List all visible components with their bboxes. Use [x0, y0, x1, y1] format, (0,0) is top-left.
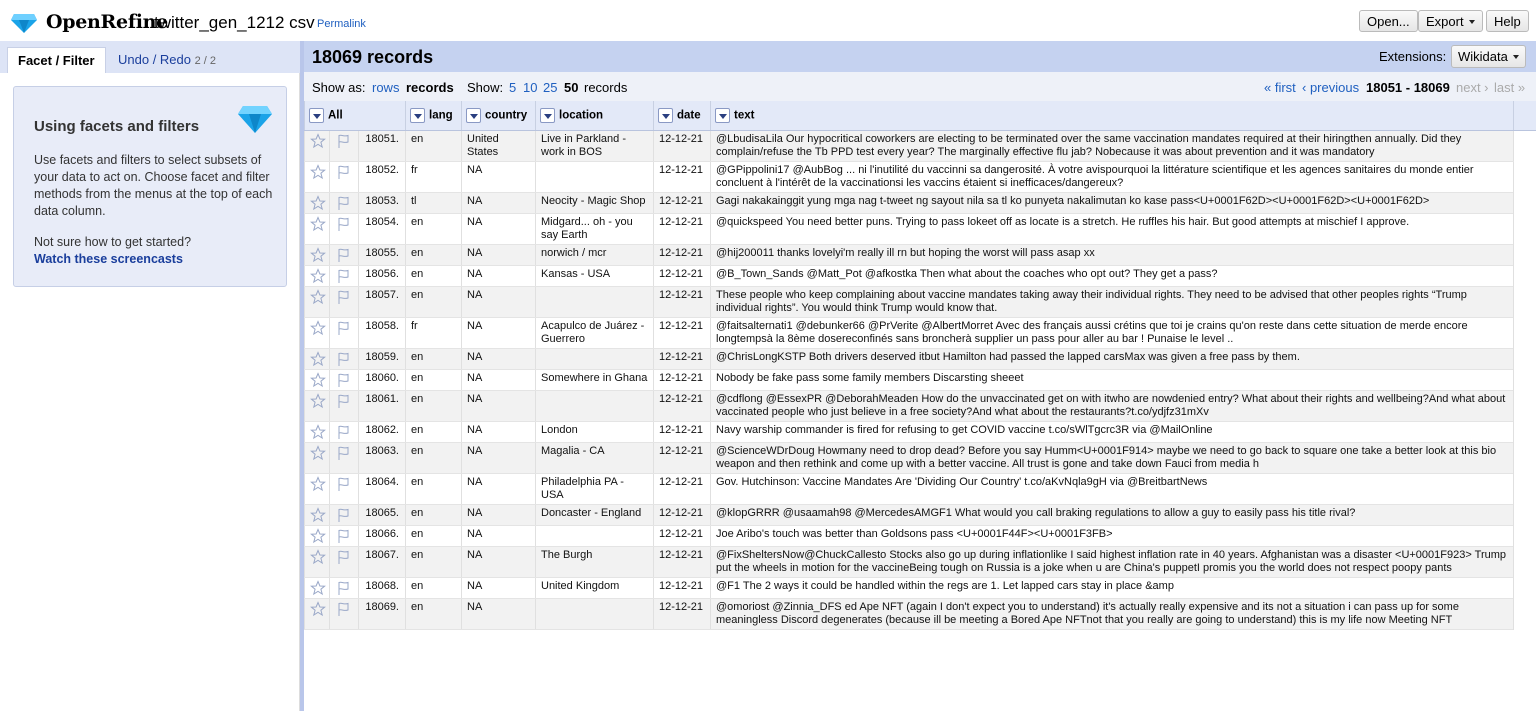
cell-country[interactable]: NA	[462, 390, 536, 421]
star-icon[interactable]	[310, 164, 326, 180]
row-index: 18051.	[359, 130, 406, 161]
extensions-label: Extensions:	[1379, 49, 1447, 64]
cell-location[interactable]: Somewhere in Ghana	[536, 369, 654, 390]
flag-icon[interactable]	[335, 268, 351, 284]
help-question: Not sure how to get started?	[34, 235, 192, 249]
tab-facet-filter[interactable]: Facet / Filter	[7, 47, 106, 73]
star-icon[interactable]	[310, 476, 326, 492]
flag-icon[interactable]	[335, 528, 351, 544]
left-panel-tabs	[0, 41, 300, 73]
cell-date[interactable]: 12-12-21	[654, 390, 711, 421]
data-table	[304, 101, 1536, 630]
flag-icon[interactable]	[335, 320, 351, 336]
star-cell	[305, 348, 330, 369]
cell-location[interactable]: norwich / mcr	[536, 244, 654, 265]
column-label: lang	[429, 109, 453, 122]
cell-lang[interactable]: tl	[406, 192, 462, 213]
cell-location[interactable]	[536, 286, 654, 317]
cell-country[interactable]: NA	[462, 577, 536, 598]
flag-icon[interactable]	[335, 601, 351, 617]
cell-country[interactable]: NA	[462, 473, 536, 504]
page-size-5-link[interactable]: 5	[509, 80, 517, 95]
cell-text[interactable]: @omoriost @Zinnia_DFS ed Ape NFT (again I don't expect you to understand) it's actually really expensive and its not a situation i can pass up for some meaningless Discord degenerates (because ill be meeting a Bored Ape NFTnot that you really are going to understand) this is my life now Meeting NFT	[711, 598, 1514, 629]
cell-text[interactable]: @GPippolini17 @AubBog ... ni l'inutilité du vaccinni sa dangerosité. À votre avispourquoi la littérature scientifique et les agences sanitaires du monde entier concluent à l'intérêt de la vaccinationsi les vaccins étaient si inefficaces/dangereux?	[711, 161, 1514, 192]
column-label: location	[559, 109, 604, 122]
cell-lang[interactable]: en	[406, 442, 462, 473]
flag-cell	[330, 390, 359, 421]
cell-country[interactable]: NA	[462, 317, 536, 348]
cell-date[interactable]: 12-12-21	[654, 192, 711, 213]
help-body: Use facets and filters to select subsets of your data to act on. Choose facet and filter methods from the menus at the top of each data column.	[34, 153, 273, 218]
column-label: country	[485, 109, 528, 122]
cell-date[interactable]: 12-12-21	[654, 598, 711, 629]
star-icon[interactable]	[310, 528, 326, 544]
row-index: 18062.	[359, 421, 406, 442]
page-size-50-current: 50	[564, 80, 579, 95]
flag-cell	[330, 577, 359, 598]
cell-location[interactable]: The Burgh	[536, 546, 654, 577]
star-cell	[305, 546, 330, 577]
first-page-link[interactable]: « first	[1264, 80, 1296, 95]
flag-cell	[330, 317, 359, 348]
row-index: 18066.	[359, 525, 406, 546]
cell-lang[interactable]: en	[406, 525, 462, 546]
star-icon[interactable]	[310, 216, 326, 232]
row-index: 18065.	[359, 504, 406, 525]
app-logo-text[interactable]: OpenRefine	[46, 11, 168, 33]
star-icon[interactable]	[310, 372, 326, 388]
column-header-row	[305, 101, 1536, 130]
cell-location[interactable]: London	[536, 421, 654, 442]
row-index: 18069.	[359, 598, 406, 629]
cell-text[interactable]: Navy warship commander is fired for refusing to get COVID vaccine t.co/sWlTgcrc3R via @MailOnline	[711, 421, 1514, 442]
cell-text[interactable]: @faitsalternati1 @debunker66 @PrVerite @AlbertMorret Avec des français aussi crétins que toi je crains qu'on reste dans cette situation de merde encore longtempsà la 8ème dosereconfinés sans broncherà supplier un pass pour aller au bar ! Punaise le level ..	[711, 317, 1514, 348]
facet-help-box	[13, 86, 287, 287]
star-cell	[305, 317, 330, 348]
export-button[interactable]	[1418, 10, 1483, 32]
table-row	[305, 265, 1536, 286]
star-icon[interactable]	[310, 195, 326, 211]
star-cell	[305, 504, 330, 525]
cell-location[interactable]: Live in Parkland - work in BOS	[536, 130, 654, 161]
flag-cell	[330, 504, 359, 525]
cell-date[interactable]: 12-12-21	[654, 265, 711, 286]
chevron-down-icon	[1513, 55, 1519, 59]
flag-cell	[330, 213, 359, 244]
cell-text[interactable]: @B_Town_Sands @Matt_Pot @afkostka Then what about the coaches who opt out? They get a pass?	[711, 265, 1514, 286]
cell-text[interactable]: @LbudisaLila Our hypocritical coworkers are electing to be terminated over the same vaccination mandates required at their hiringthen annually. Did they complain/refuse the Tb PPD test every year? The marginally effective flu jab? Nobecause it was about prevention and it was mandatory	[711, 130, 1514, 161]
star-cell	[305, 442, 330, 473]
cell-text[interactable]: @ScienceWDrDoug Howmany need to drop dead? Before you say Humm<U+0001F914> maybe we need to go back to square one take a better look at this bio weapon and then rethink and come up with a better vaccine. All trust is gone and take down Fauci from media h	[711, 442, 1514, 473]
flag-cell	[330, 286, 359, 317]
cell-text[interactable]: @quickspeed You need better puns. Trying to pass lokeet off as locate is a stretch. He ruffles his hair. But good attempts at mischief I approve.	[711, 213, 1514, 244]
flag-icon[interactable]	[335, 216, 351, 232]
openrefine-diamond-icon[interactable]	[10, 12, 38, 34]
summary-bar	[304, 41, 1536, 72]
page-range: 18051 - 18069	[1366, 80, 1450, 95]
cell-date[interactable]: 12-12-21	[654, 546, 711, 577]
diamond-icon	[237, 103, 273, 135]
star-cell	[305, 213, 330, 244]
row-index: 18064.	[359, 473, 406, 504]
flag-icon[interactable]	[335, 289, 351, 305]
flag-icon[interactable]	[335, 507, 351, 523]
cell-text[interactable]: Gagi nakakainggit yung mga nag t-tweet ng sayout nila sa tl ko punyeta nakalimutan ko kase pass<U+0001F62D><U+0001F62D><U+0001F62D>	[711, 192, 1514, 213]
cell-date[interactable]: 12-12-21	[654, 244, 711, 265]
row-index: 18058.	[359, 317, 406, 348]
flag-cell	[330, 348, 359, 369]
column-menu-icon[interactable]	[410, 108, 425, 123]
row-index: 18059.	[359, 348, 406, 369]
table-row	[305, 317, 1536, 348]
cell-country[interactable]: NA	[462, 504, 536, 525]
flag-icon[interactable]	[335, 351, 351, 367]
tab-undo-label: Undo / Redo	[118, 52, 191, 67]
cell-country[interactable]: United States	[462, 130, 536, 161]
flag-cell	[330, 161, 359, 192]
cell-lang[interactable]: en	[406, 390, 462, 421]
star-icon[interactable]	[310, 601, 326, 617]
cell-country[interactable]: NA	[462, 348, 536, 369]
table-row	[305, 598, 1536, 629]
column-header-spacer	[1514, 101, 1536, 130]
next-page-link[interactable]: next ›	[1456, 80, 1489, 95]
table-row	[305, 161, 1536, 192]
star-cell	[305, 421, 330, 442]
table-row	[305, 546, 1536, 577]
cell-lang[interactable]: en	[406, 504, 462, 525]
table-row	[305, 577, 1536, 598]
table-row	[305, 473, 1536, 504]
cell-text[interactable]: @klopGRRR @usaamah98 @MercedesAMGF1 What would you call braking regulations to allow a guy to easily pass his title rival?	[711, 504, 1514, 525]
cell-location[interactable]: United Kingdom	[536, 577, 654, 598]
column-menu-icon[interactable]	[309, 108, 324, 123]
flag-icon[interactable]	[335, 195, 351, 211]
cell-date[interactable]: 12-12-21	[654, 442, 711, 473]
cell-country[interactable]: NA	[462, 598, 536, 629]
cell-lang[interactable]: en	[406, 421, 462, 442]
column-label: text	[734, 109, 755, 122]
star-cell	[305, 244, 330, 265]
cell-country[interactable]: NA	[462, 265, 536, 286]
app-header	[0, 0, 1536, 41]
chevron-down-icon	[1469, 20, 1475, 24]
column-header-text[interactable]	[711, 101, 1514, 130]
cell-date[interactable]: 12-12-21	[654, 504, 711, 525]
row-index: 18057.	[359, 286, 406, 317]
flag-icon[interactable]	[335, 476, 351, 492]
column-header-lang[interactable]	[406, 101, 462, 130]
cell-date[interactable]: 12-12-21	[654, 525, 711, 546]
table-row	[305, 390, 1536, 421]
cell-location[interactable]	[536, 525, 654, 546]
cell-country[interactable]: NA	[462, 525, 536, 546]
last-page-link[interactable]: last »	[1494, 80, 1526, 95]
cell-lang[interactable]: en	[406, 130, 462, 161]
row-index: 18053.	[359, 192, 406, 213]
cell-lang[interactable]: en	[406, 244, 462, 265]
wikidata-label: Wikidata	[1458, 49, 1508, 64]
previous-page-link[interactable]: ‹ previous	[1302, 80, 1360, 95]
flag-cell	[330, 546, 359, 577]
cell-lang[interactable]: en	[406, 577, 462, 598]
flag-icon[interactable]	[335, 133, 351, 149]
cell-location[interactable]: Philadelphia PA - USA	[536, 473, 654, 504]
cell-location[interactable]: Midgard... oh - you say Earth	[536, 213, 654, 244]
table-row	[305, 130, 1536, 161]
column-menu-icon[interactable]	[715, 108, 730, 123]
cell-text[interactable]: @F1 The 2 ways it could be handled within the regs are 1. Let lapped cars stay in place &amp	[711, 577, 1514, 598]
row-index: 18052.	[359, 161, 406, 192]
flag-icon[interactable]	[335, 393, 351, 409]
column-header-location[interactable]	[536, 101, 654, 130]
star-icon[interactable]	[310, 351, 326, 367]
cell-location[interactable]: Neocity - Magic Shop	[536, 192, 654, 213]
cell-date[interactable]: 12-12-21	[654, 317, 711, 348]
column-menu-icon[interactable]	[540, 108, 555, 123]
star-icon[interactable]	[310, 507, 326, 523]
flag-icon[interactable]	[335, 580, 351, 596]
help-button[interactable]: Help	[1486, 10, 1529, 32]
flag-cell	[330, 265, 359, 286]
cell-lang[interactable]: fr	[406, 317, 462, 348]
cell-country[interactable]: NA	[462, 442, 536, 473]
page-size-10-link[interactable]: 10	[523, 80, 538, 95]
undo-count: 2 / 2	[194, 55, 217, 67]
flag-icon[interactable]	[335, 424, 351, 440]
open-button[interactable]: Open...	[1359, 10, 1418, 32]
cell-text[interactable]: @cdflong @EssexPR @DeborahMeaden How do the unvaccinated get on with itwho are nowdenied entry? What about their rights and wellbeing?And what about vaccinated people who just believe in a free society?And what about the restaurants?t.co/ydjfz31mXv	[711, 390, 1514, 421]
row-index: 18067.	[359, 546, 406, 577]
cell-text[interactable]: These people who keep complaining about vaccine mandates taking away their individual rights. They need to be advised that other peoples rights “Trump individual rights”. You would think Trump would know that.	[711, 286, 1514, 317]
star-cell	[305, 577, 330, 598]
flag-cell	[330, 192, 359, 213]
cell-date[interactable]: 12-12-21	[654, 421, 711, 442]
cell-date[interactable]: 12-12-21	[654, 130, 711, 161]
table-row	[305, 348, 1536, 369]
cell-country[interactable]: NA	[462, 546, 536, 577]
table-row	[305, 442, 1536, 473]
permalink-link[interactable]: Permalink	[317, 18, 366, 30]
left-panel	[0, 41, 300, 711]
row-index: 18054.	[359, 213, 406, 244]
cell-date[interactable]: 12-12-21	[654, 161, 711, 192]
star-icon[interactable]	[310, 445, 326, 461]
show-as-records-current: records	[406, 80, 454, 95]
star-cell	[305, 369, 330, 390]
flag-icon[interactable]	[335, 164, 351, 180]
flag-cell	[330, 244, 359, 265]
table-row	[305, 525, 1536, 546]
cell-text[interactable]: Nobody be fake pass some family members Discarsting sheeet	[711, 369, 1514, 390]
cell-text[interactable]: Joe Aribo's touch was better than Goldsons pass <U+0001F44F><U+0001F3FB>	[711, 525, 1514, 546]
table-row	[305, 421, 1536, 442]
row-index: 18060.	[359, 369, 406, 390]
flag-icon[interactable]	[335, 549, 351, 565]
table-row	[305, 286, 1536, 317]
star-icon[interactable]	[310, 289, 326, 305]
cell-country[interactable]: NA	[462, 161, 536, 192]
flag-icon[interactable]	[335, 247, 351, 263]
cell-country[interactable]: NA	[462, 286, 536, 317]
cell-country[interactable]: NA	[462, 213, 536, 244]
cell-date[interactable]: 12-12-21	[654, 348, 711, 369]
row-index: 18055.	[359, 244, 406, 265]
cell-lang[interactable]: en	[406, 473, 462, 504]
flag-icon[interactable]	[335, 372, 351, 388]
cell-lang[interactable]: en	[406, 369, 462, 390]
column-header-country[interactable]	[462, 101, 536, 130]
cell-lang[interactable]: en	[406, 286, 462, 317]
cell-lang[interactable]: fr	[406, 161, 462, 192]
star-cell	[305, 130, 330, 161]
cell-country[interactable]: NA	[462, 369, 536, 390]
table-row	[305, 192, 1536, 213]
cell-country[interactable]: NA	[462, 244, 536, 265]
show-as-label: Show as:	[312, 80, 366, 95]
table-spacer-column	[1514, 130, 1536, 629]
wikidata-extension-button[interactable]	[1451, 45, 1526, 68]
project-name[interactable]: twitter_gen_1212 csv	[154, 13, 315, 32]
row-index: 18061.	[359, 390, 406, 421]
flag-cell	[330, 473, 359, 504]
page-size-label: Show:	[467, 80, 504, 95]
flag-cell	[330, 130, 359, 161]
cell-location[interactable]	[536, 598, 654, 629]
column-header-all[interactable]	[305, 101, 406, 130]
cell-location[interactable]	[536, 348, 654, 369]
cell-date[interactable]: 12-12-21	[654, 369, 711, 390]
cell-location[interactable]: Kansas - USA	[536, 265, 654, 286]
table-row	[305, 213, 1536, 244]
column-label: All	[328, 109, 343, 122]
flag-cell	[330, 442, 359, 473]
cell-date[interactable]: 12-12-21	[654, 213, 711, 244]
star-icon[interactable]	[310, 549, 326, 565]
row-index: 18056.	[359, 265, 406, 286]
star-icon[interactable]	[310, 133, 326, 149]
star-cell	[305, 390, 330, 421]
page-size-25-link[interactable]: 25	[543, 80, 558, 95]
table-row	[305, 504, 1536, 525]
star-icon[interactable]	[310, 247, 326, 263]
cell-lang[interactable]: en	[406, 546, 462, 577]
show-as-rows-link[interactable]: rows	[372, 80, 400, 95]
screencasts-link[interactable]: Watch these screencasts	[34, 252, 183, 266]
flag-cell	[330, 598, 359, 629]
cell-location[interactable]	[536, 161, 654, 192]
row-index: 18063.	[359, 442, 406, 473]
star-cell	[305, 265, 330, 286]
cell-location[interactable]	[536, 390, 654, 421]
cell-text[interactable]: @hij200011 thanks lovelyi'm really ill rn but hoping the worst will pass asap xx	[711, 244, 1514, 265]
help-title: Using facets and filters	[34, 118, 200, 135]
cell-location[interactable]: Doncaster - England	[536, 504, 654, 525]
star-icon[interactable]	[310, 393, 326, 409]
cell-text[interactable]: @FixSheltersNow@ChuckCallesto Stocks also go up during inflationlike I said highest inflation rate in 40 years. Afghanistan was a disaster <U+0001F923> Trump put the wheels in motion for the vaccineBeing tough on Russia is a joke when u are China's puppetI promis you the world does not respect poopy pants	[711, 546, 1514, 577]
star-icon[interactable]	[310, 580, 326, 596]
cell-date[interactable]: 12-12-21	[654, 286, 711, 317]
flag-cell	[330, 525, 359, 546]
cell-text[interactable]: Gov. Hutchinson: Vaccine Mandates Are 'Dividing Our Country' t.co/aKvNqla9gH via @BreitbartNews	[711, 473, 1514, 504]
flag-icon[interactable]	[335, 445, 351, 461]
column-menu-icon[interactable]	[658, 108, 673, 123]
cell-date[interactable]: 12-12-21	[654, 473, 711, 504]
cell-lang[interactable]: en	[406, 213, 462, 244]
cell-location[interactable]: Acapulco de Juárez - Guerrero	[536, 317, 654, 348]
cell-lang[interactable]: en	[406, 348, 462, 369]
column-header-date[interactable]	[654, 101, 711, 130]
flag-cell	[330, 369, 359, 390]
cell-country[interactable]: NA	[462, 192, 536, 213]
cell-lang[interactable]: en	[406, 598, 462, 629]
star-cell	[305, 192, 330, 213]
table-row	[305, 244, 1536, 265]
records-count: 18069 records	[312, 47, 434, 67]
cell-lang[interactable]: en	[406, 265, 462, 286]
cell-text[interactable]: @ChrisLongKSTP Both drivers deserved itbut Hamilton had passed the lapped carsMax was given a free pass by them.	[711, 348, 1514, 369]
star-cell	[305, 525, 330, 546]
star-cell	[305, 161, 330, 192]
row-index: 18068.	[359, 577, 406, 598]
page-size-suffix: records	[584, 80, 628, 95]
star-icon[interactable]	[310, 268, 326, 284]
cell-country[interactable]: NA	[462, 421, 536, 442]
export-label: Export	[1426, 14, 1464, 29]
star-cell	[305, 598, 330, 629]
cell-location[interactable]: Magalia - CA	[536, 442, 654, 473]
flag-cell	[330, 421, 359, 442]
star-cell	[305, 286, 330, 317]
cell-date[interactable]: 12-12-21	[654, 577, 711, 598]
star-icon[interactable]	[310, 424, 326, 440]
column-menu-icon[interactable]	[466, 108, 481, 123]
view-controls-bar	[304, 72, 1536, 101]
star-cell	[305, 473, 330, 504]
star-icon[interactable]	[310, 320, 326, 336]
column-label: date	[677, 109, 701, 122]
tab-undo-redo[interactable]	[108, 47, 226, 73]
table-row	[305, 369, 1536, 390]
